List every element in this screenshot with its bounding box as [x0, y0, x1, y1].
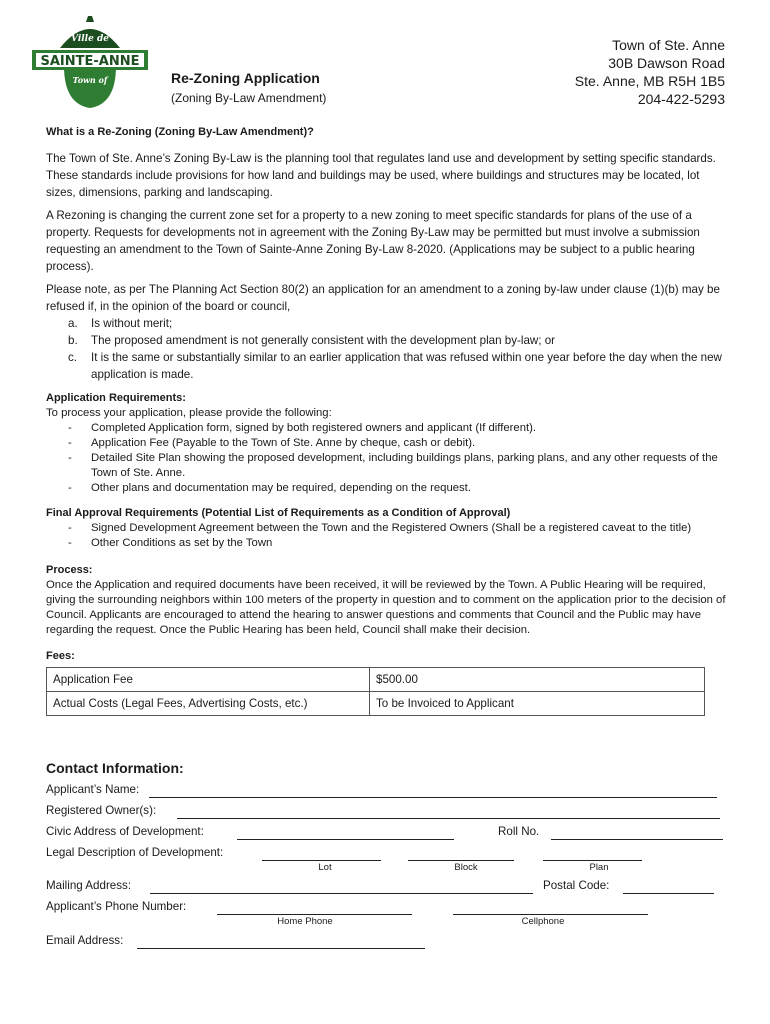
- process-text: Once the Application and required documents have been received, it will be reviewed by the Town. A Public Hearing will be required, giving the surrounding neighbors within 100 meters of the property in question and to comment on the application prior to the decision of Council. Applicants are encouraged to attend the hearing to answer questions and comments that Council and the Public may have regarding the request. Once the Public Hearing has been held, Council shall make their decision.: [46, 579, 726, 636]
- civic-address-label: Civic Address of Development:: [46, 825, 204, 838]
- registered-owners-field[interactable]: [177, 818, 720, 819]
- fee-label: Actual Costs (Legal Fees, Advertising Costs, etc.): [47, 692, 370, 716]
- address-line: 30B Dawson Road: [608, 55, 725, 71]
- home-phone-field[interactable]: [217, 914, 412, 915]
- cellphone-caption: Cellphone: [521, 916, 565, 927]
- home-phone-caption: Home Phone: [277, 916, 333, 927]
- lot-caption: Lot: [318, 862, 332, 873]
- logo-bottom-text: Town of: [72, 75, 108, 85]
- list-item: - Other plans and documentation may be required, depending on the request.: [68, 482, 471, 494]
- block-caption: Block: [454, 862, 478, 873]
- fees-section: [46, 648, 726, 716]
- fees-heading: Fees:: [46, 650, 75, 662]
- logo-name: SAINTE-ANNE: [40, 54, 140, 69]
- fee-label: Application Fee: [47, 668, 370, 692]
- list-item: - Detailed Site Plan showing the proposed development, including buildings plans, parking plans, and any other requests of the Town of Ste. Anne.: [68, 452, 718, 479]
- postal-code-field[interactable]: [623, 893, 714, 894]
- logo-top-text: Ville de: [71, 34, 109, 44]
- roll-no-field[interactable]: [551, 839, 723, 840]
- list-item: - Other Conditions as set by the Town: [68, 537, 273, 549]
- plan-field[interactable]: [543, 860, 642, 861]
- address-line: Ste. Anne, MB R5H 1B5: [574, 73, 725, 89]
- intro-paragraph-1: The Town of Ste. Anne’s Zoning By-Law is the planning tool that regulates land use and development by setting specific standards. These standards include provisions for how land and buildings may be used, where buildings and structures may be located, lot sizes, dimensions, parking and landscaping.: [46, 152, 716, 199]
- list-item: c. It is the same or substantially similar to an earlier application that was refused within one year before the day when the new application is made.: [68, 351, 722, 381]
- phone-label: Applicant’s Phone Number:: [46, 900, 187, 913]
- table-row: [47, 692, 705, 716]
- page-subtitle: (Zoning By-Law Amendment): [171, 91, 327, 105]
- mailing-address-label: Mailing Address:: [46, 879, 132, 892]
- email-field[interactable]: [137, 948, 425, 949]
- town-logo: [30, 16, 150, 110]
- lot-field[interactable]: [262, 860, 381, 861]
- list-item: - Signed Development Agreement between the Town and the Registered Owners (Shall be a registered caveat to the title): [68, 522, 692, 534]
- final-list: [46, 521, 726, 551]
- intro-paragraph-3: Please note, as per The Planning Act Section 80(2) an application for an amendment to a zoning by-law under clause (1)(b) may be refused if, in the opinion of the board or council,: [46, 283, 720, 313]
- list-item: b. The proposed amendment is not generally consistent with the development plan by-law; or: [68, 334, 556, 347]
- civic-address-field[interactable]: [237, 839, 454, 840]
- registered-owners-label: Registered Owner(s):: [46, 804, 157, 817]
- process-heading: Process:: [46, 564, 93, 576]
- roll-no-label: Roll No.: [498, 825, 540, 838]
- address-phone: 204-422-5293: [637, 91, 725, 107]
- plan-caption: Plan: [589, 862, 609, 873]
- contact-heading: Contact Information:: [46, 760, 184, 776]
- postal-code-label: Postal Code:: [543, 879, 610, 892]
- cellphone-field[interactable]: [453, 914, 648, 915]
- list-item: - Completed Application form, signed by both registered owners and applicant (If different).: [68, 422, 537, 434]
- town-address: [575, 36, 725, 108]
- list-item: a. Is without merit;: [68, 317, 173, 330]
- address-line: Town of Ste. Anne: [612, 37, 725, 53]
- page-title: Re-Zoning Application: [171, 70, 320, 86]
- requirements-heading: Application Requirements:: [46, 392, 186, 404]
- application-requirements: [46, 391, 726, 496]
- legal-description-label: Legal Description of Development:: [46, 846, 224, 859]
- refusal-list: [46, 315, 726, 383]
- document-body: [46, 124, 726, 716]
- fee-value: To be Invoiced to Applicant: [370, 692, 705, 716]
- requirements-list: [46, 421, 726, 496]
- intro-heading: What is a Re-Zoning (Zoning By-Law Amendment)?: [46, 126, 314, 138]
- fees-table: [46, 667, 705, 716]
- fee-value: $500.00: [370, 668, 705, 692]
- intro-paragraph-2: A Rezoning is changing the current zone set for a property to a new zoning to meet specific standards for plans of the use of a property. Requests for developments not in agreement with the Zoning By-Law may be permitted but must involve a submission requesting an amendment to the Town of Sainte-Anne Zoning By-Law 8-2020. (Applications may be subject to a public hearing process).: [46, 209, 700, 273]
- final-approval: [46, 506, 726, 551]
- list-item: - Application Fee (Payable to the Town of Ste. Anne by cheque, cash or debit).: [68, 437, 476, 449]
- applicant-name-field[interactable]: [149, 797, 717, 798]
- requirements-lead: To process your application, please provide the following:: [46, 407, 332, 419]
- block-field[interactable]: [408, 860, 514, 861]
- email-label: Email Address:: [46, 934, 124, 947]
- process-section: [46, 563, 726, 638]
- applicant-name-label: Applicant’s Name:: [46, 783, 140, 796]
- table-row: [47, 668, 705, 692]
- final-heading: Final Approval Requirements (Potential List of Requirements as a Condition of Approval): [46, 507, 511, 519]
- mailing-address-field[interactable]: [150, 893, 533, 894]
